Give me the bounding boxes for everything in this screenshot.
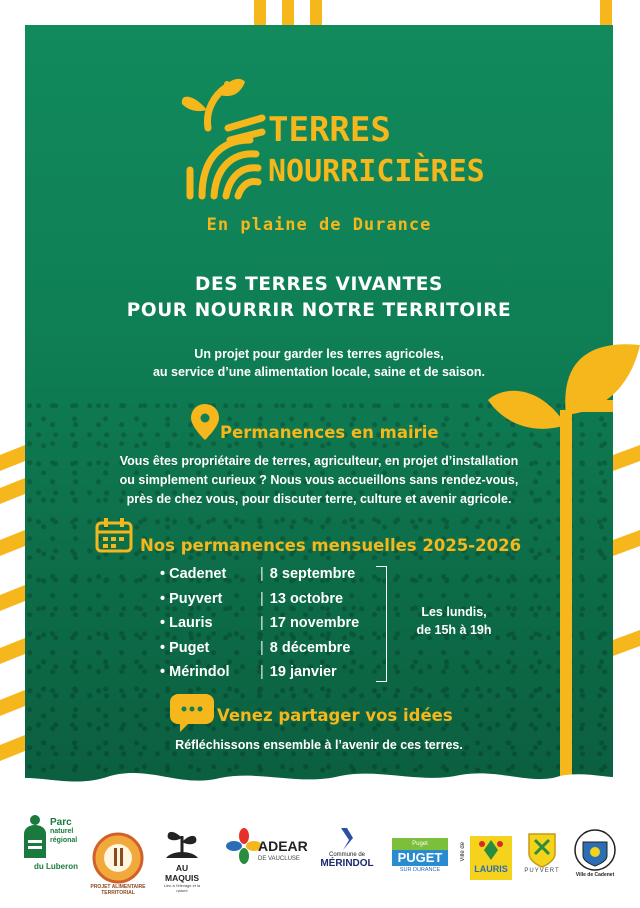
schedule-date: 17 novembre [269, 615, 360, 632]
brand-title-line1: TERRES [268, 110, 391, 150]
schedule-town: • Puget [160, 639, 210, 656]
logo-au-maquis [158, 824, 206, 893]
schedule-date: 8 décembre [269, 639, 351, 656]
adear-sub: DE VAUCLUSE [258, 856, 300, 862]
schedule-town: • Puyvert [160, 590, 223, 607]
schedule-separator: | [260, 664, 264, 681]
puyvert-name: PUYVERT [524, 868, 560, 874]
parc-line4: du Luberon [34, 862, 78, 871]
lauris-top: Ville de [460, 842, 466, 862]
au-maquis-tag: Lieu à l'élevage et la nature [163, 883, 201, 893]
hours-line2: de 15h à 19h [416, 623, 492, 637]
au-maquis-plant-icon [158, 824, 206, 858]
merindol-emblem-icon [337, 826, 357, 852]
logo-puyvert [520, 832, 564, 874]
puyvert-crest-icon [527, 832, 557, 868]
permanences-line2: ou simplement curieux ? Nous vous accueillons sans rendez-vous, [119, 473, 519, 487]
partner-logos [0, 800, 640, 908]
lauris-name: LAURIS [474, 864, 508, 874]
schedule-town: • Cadenet [160, 566, 227, 583]
puget-name: PUGET [392, 850, 448, 866]
headline-line2: POUR NOURRIR NOTRE TERRITOIRE [126, 300, 512, 321]
merindol-top: Commune de [328, 852, 366, 858]
schedule-separator: | [260, 590, 264, 607]
ideas-title: Venez partager vos idées [217, 706, 453, 725]
pat-label: PROJET ALIMENTAIRE TERRITORIAL [90, 884, 146, 896]
parc-line2: naturel [50, 828, 74, 835]
parc-line1: Parc [50, 817, 72, 828]
adear-flower-icon [226, 828, 262, 864]
merindol-name: MÉRINDOL [320, 858, 374, 869]
puget-top: Puget [392, 838, 448, 850]
brand-subtitle: En plaine de Durance [206, 215, 432, 235]
permanences-line3: près de chez vous, pour discuter terre, culture et avenir agricole. [126, 492, 512, 506]
intro-line1: Un projet pour garder les terres agricoles, [194, 347, 444, 361]
logo-projet-alimentaire [90, 832, 146, 896]
puget-sub: SUR DURANCE [399, 867, 441, 873]
ideas-text: Réfléchissons ensemble à l’avenir de ces terres. [175, 738, 463, 752]
schedule-date: 19 janvier [269, 664, 337, 681]
cadenet-name: Ville de Cadenet [575, 872, 615, 878]
au-maquis-name: AU MAQUIS [165, 863, 199, 883]
pat-emblem-icon [92, 832, 144, 884]
schedule-date: 13 octobre [269, 590, 344, 607]
adear-name: ADEAR [258, 838, 308, 854]
parc-emblem-icon [22, 814, 48, 858]
parc-line3: régional [50, 837, 78, 844]
logo-merindol [316, 826, 378, 869]
schedule-date: 8 septembre [269, 566, 356, 583]
intro-line2: au service d’une alimentation locale, saine et de saison. [152, 365, 486, 379]
hours-line1: Les lundis, [421, 605, 487, 619]
permanences-line1: Vous êtes propriétaire de terres, agriculteur, en projet d’installation [119, 454, 519, 468]
logo-lauris [460, 836, 512, 880]
schedule-separator: | [260, 639, 264, 656]
cadenet-crest-icon [573, 828, 617, 872]
logo-cadenet [570, 828, 620, 878]
logo-puget [392, 838, 448, 878]
permanences-title: Permanences en mairie [220, 423, 439, 442]
schedule-separator: | [260, 615, 264, 632]
headline-line1: DES TERRES VIVANTES [195, 274, 443, 295]
schedule-town: • Mérindol [160, 664, 230, 681]
schedule-town: • Lauris [160, 615, 213, 632]
schedule-title: Nos permanences mensuelles 2025-2026 [140, 536, 522, 555]
brand-title-line2: NOURRICIÈRES [268, 154, 485, 189]
schedule-separator: | [260, 566, 264, 583]
